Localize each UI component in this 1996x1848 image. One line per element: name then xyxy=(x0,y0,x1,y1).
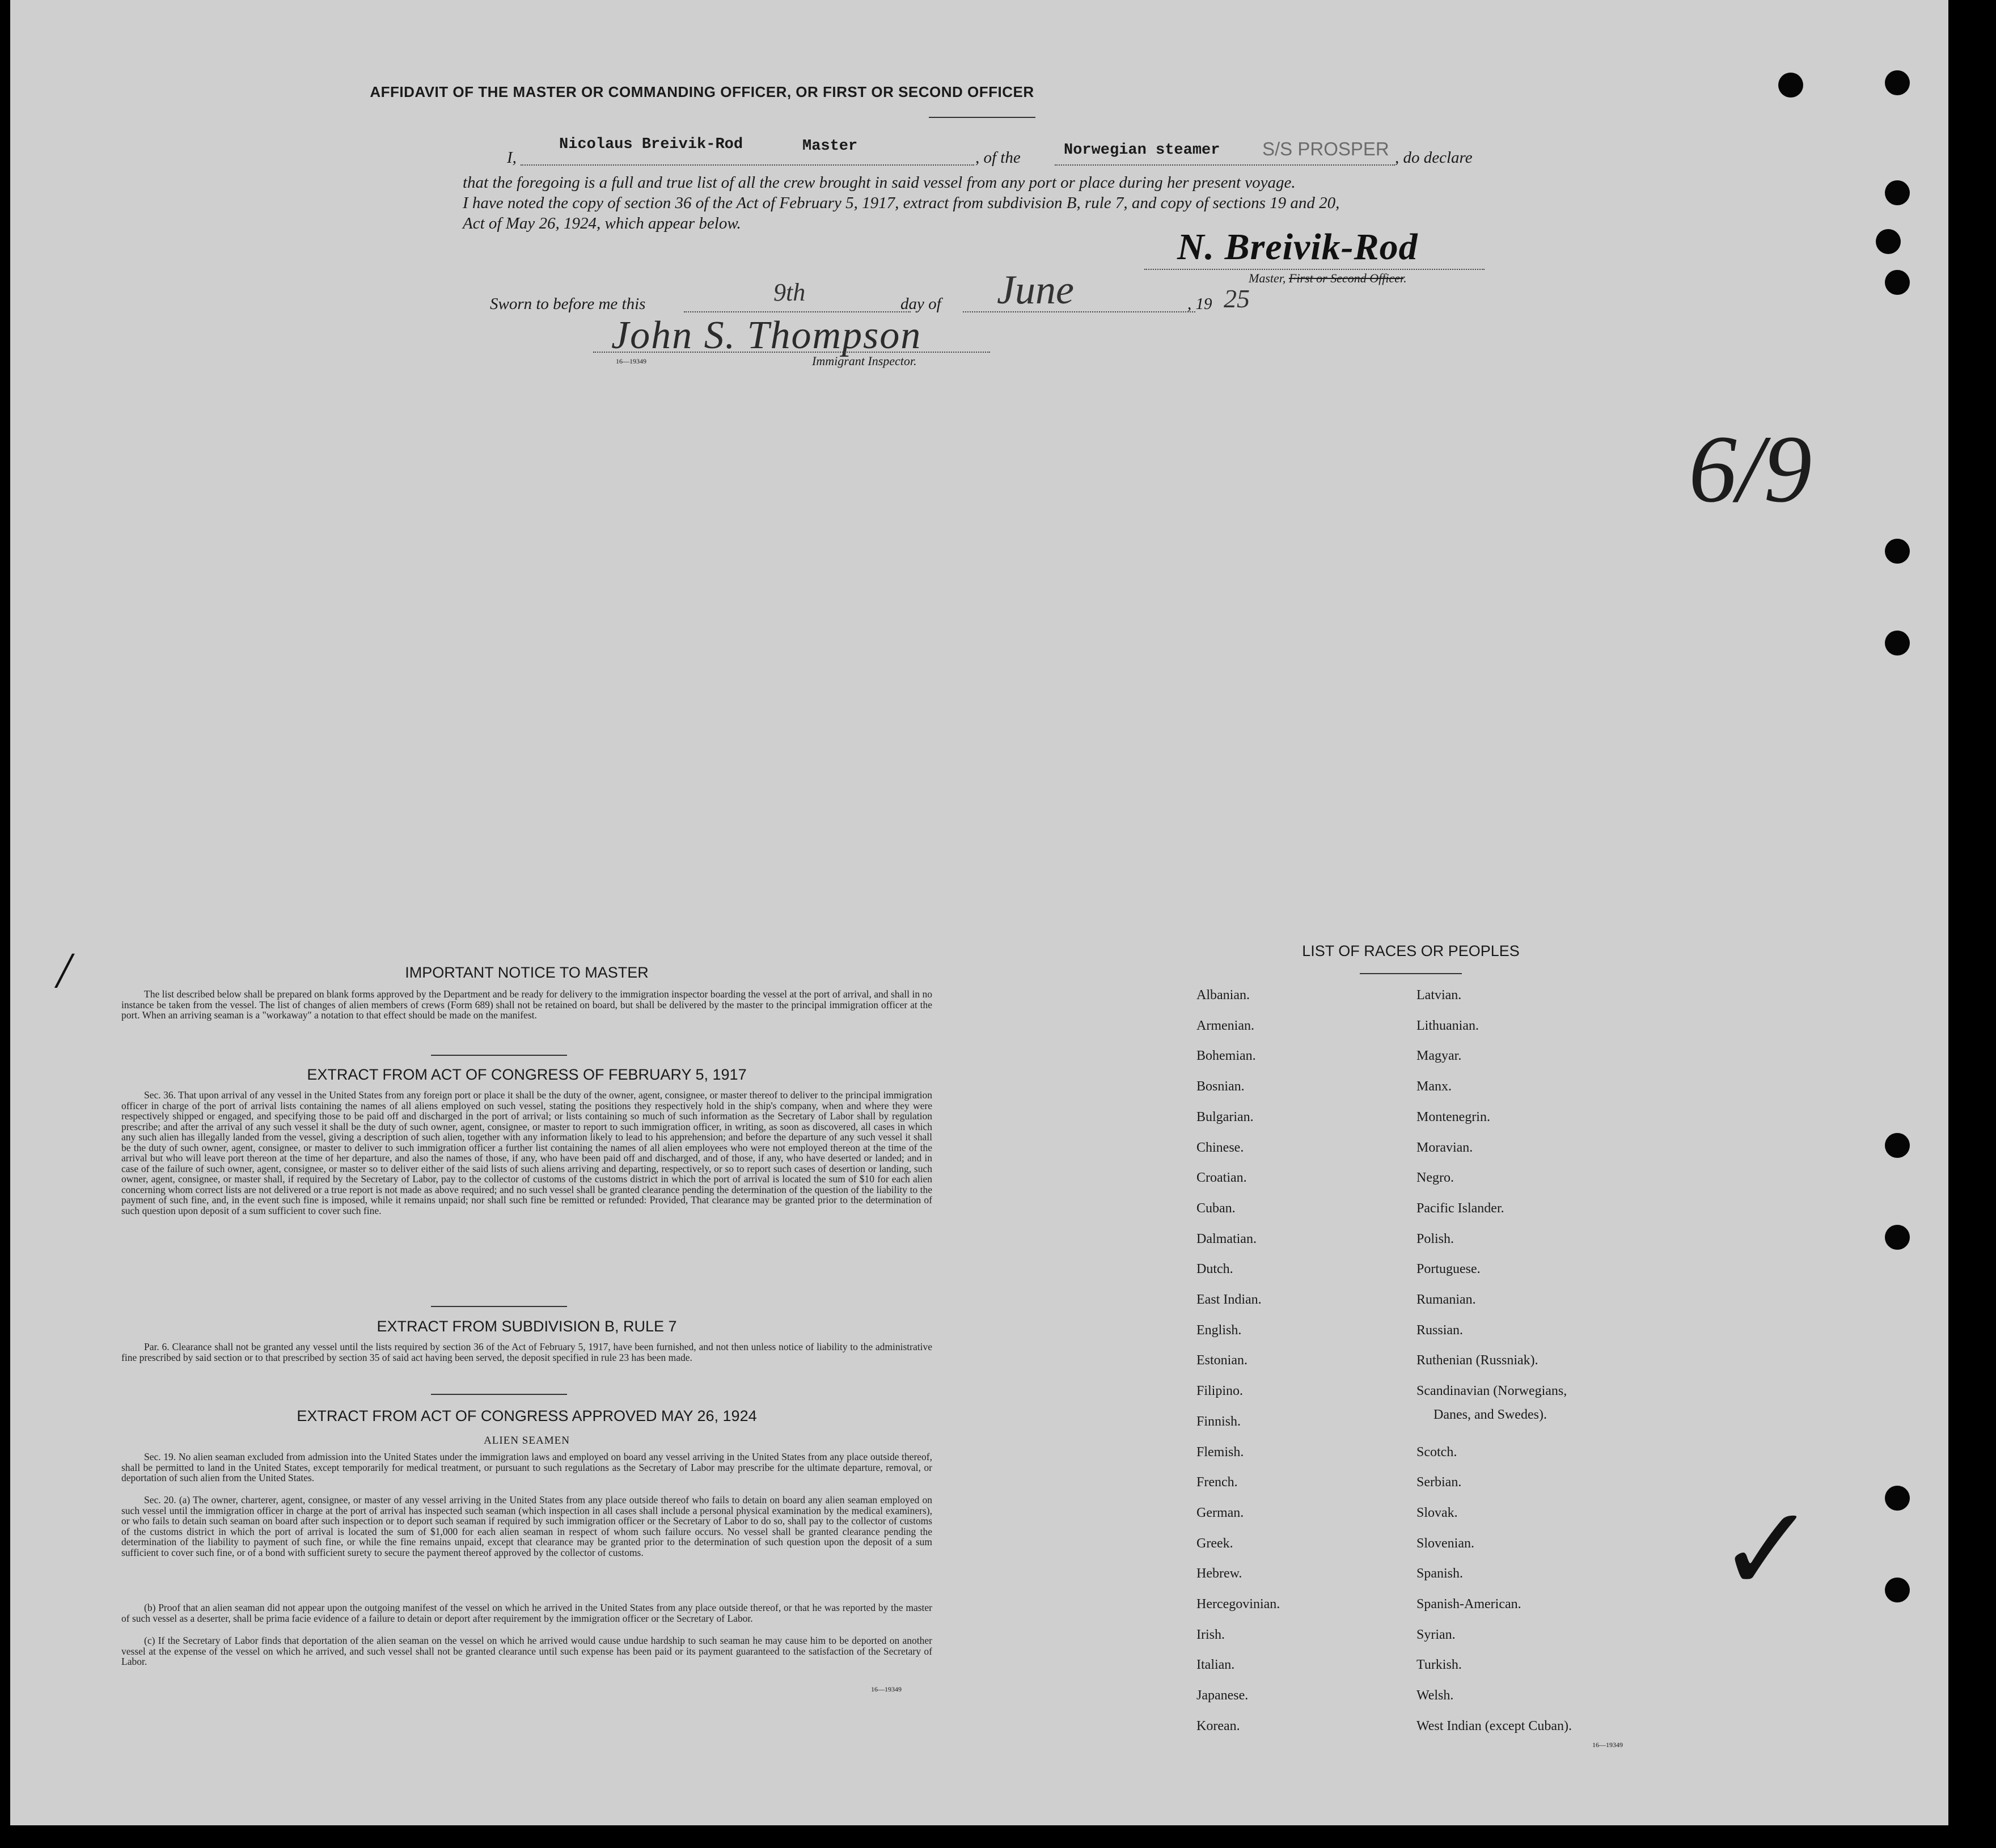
race-right-item: Portuguese. xyxy=(1416,1262,1481,1277)
extract-rule7-body: Par. 6. Clearance shall not be granted any vessel until the lists required by section 36 of the Act of February 5, 1917, have been furnished, and not then unless notice of liability to the administrative fine prescribed by said section or to that prescribed by section 35 of said act having been served, the deposit specified in rule 23 has been made. xyxy=(121,1341,932,1363)
sworn-day: 9th xyxy=(773,278,806,306)
races-divider xyxy=(1360,973,1462,974)
race-right-item: Lithuanian. xyxy=(1416,1018,1479,1033)
extract-1917-title: EXTRACT FROM ACT OF CONGRESS OF FEBRUARY 5, 1917 xyxy=(307,1066,747,1083)
race-right-item: Scandinavian (Norwegians, xyxy=(1416,1384,1567,1399)
race-right-item: Ruthenian (Russniak). xyxy=(1416,1353,1538,1368)
race-left-item: German. xyxy=(1196,1505,1244,1520)
extract-rule7-divider xyxy=(431,1394,567,1395)
caption-struck: First or Second Officer xyxy=(1288,271,1404,285)
notice-title: IMPORTANT NOTICE TO MASTER xyxy=(405,964,649,981)
alien-seamen-subtitle: ALIEN SEAMEN xyxy=(484,1435,570,1447)
signature-line xyxy=(1144,269,1485,270)
extract-1924-title: EXTRACT FROM ACT OF CONGRESS APPROVED MAY 26, 1924 xyxy=(297,1407,757,1424)
race-left-item: Filipino. xyxy=(1196,1384,1244,1399)
race-left-item: Flemish. xyxy=(1196,1444,1244,1460)
extract-1924-sec20c: (c) If the Secretary of Labor finds that deportation of the alien seaman on the vessel on which he arrived would cause undue hardship to such seaman he may cause him to be deported on another vessel at the expense of the vessel on which he arrived, and such vessel shall not be granted clearance until such expense has been paid or its payment guaranteed to the satisfaction of the Secretary of Labor. xyxy=(121,1635,932,1667)
race-left-item: Korean. xyxy=(1196,1718,1240,1733)
declaration-line-4: Act of May 26, 1924, which appear below. xyxy=(463,214,741,232)
punch-hole xyxy=(1885,1133,1910,1158)
punch-hole xyxy=(1778,73,1803,98)
race-left-item: Dutch. xyxy=(1196,1262,1233,1277)
race-left-item: Bulgarian. xyxy=(1196,1109,1254,1124)
lower-form-number: 16—19349 xyxy=(871,1685,902,1693)
master-rank: Master xyxy=(802,138,858,155)
punch-hole xyxy=(1885,70,1910,95)
race-left-item: Finnish. xyxy=(1196,1414,1241,1429)
race-left-item: Greek. xyxy=(1196,1536,1233,1551)
race-left-item: Armenian. xyxy=(1196,1018,1254,1033)
race-right-item: Moravian. xyxy=(1416,1140,1473,1155)
race-left-item: Estonian. xyxy=(1196,1353,1248,1368)
race-left-item: Hercegovinian. xyxy=(1196,1597,1280,1612)
page-number-annotation: 6/9 xyxy=(1689,416,1812,522)
race-right-item: Slovenian. xyxy=(1416,1536,1474,1551)
races-title: LIST OF RACES OR PEOPLES xyxy=(1302,942,1520,959)
race-left-item: Dalmatian. xyxy=(1196,1231,1257,1246)
upper-form-number: 16—19349 xyxy=(616,357,646,365)
race-right-item: Spanish-American. xyxy=(1416,1597,1521,1612)
declaration-line-3: I have noted the copy of section 36 of the Act of February 5, 1917, extract from subdivision B, rule 7, and copy of sections 19 and 20, xyxy=(463,194,1340,212)
race-left-item: Croatian. xyxy=(1196,1170,1247,1186)
signature-caption xyxy=(1249,271,1407,286)
sworn-month: June xyxy=(997,267,1074,312)
left-margin-mark: / xyxy=(57,942,71,999)
race-right-item: Russian. xyxy=(1416,1322,1464,1338)
punch-hole xyxy=(1876,229,1901,254)
race-left-item: Bosnian. xyxy=(1196,1079,1245,1094)
race-left-item: East Indian. xyxy=(1196,1292,1262,1307)
race-right-item: Welsh. xyxy=(1416,1688,1454,1703)
race-right-item: Turkish. xyxy=(1416,1657,1462,1673)
race-right-item: West Indian (except Cuban). xyxy=(1416,1718,1572,1733)
race-left-item: Irish. xyxy=(1196,1627,1225,1642)
race-left-item: Italian. xyxy=(1196,1657,1235,1673)
punch-hole xyxy=(1885,1486,1910,1511)
race-left-item: Hebrew. xyxy=(1196,1566,1242,1581)
check-mark-annotation: ✓ xyxy=(1717,1485,1817,1617)
sworn-day-blank xyxy=(684,311,911,312)
vessel-blank xyxy=(1055,164,1395,166)
race-left-item: Albanian. xyxy=(1196,988,1250,1003)
sworn-label: Sworn to before me this xyxy=(490,295,646,313)
race-right-item: Rumanian. xyxy=(1416,1292,1476,1307)
inspector-caption: Immigrant Inspector. xyxy=(812,354,917,368)
race-left-item: Japanese. xyxy=(1196,1688,1249,1703)
extract-1924-sec19: Sec. 19. No alien seaman excluded from admission into the United States under the immigration laws and employed on board any vessel arriving in the United States from any place outside thereof, shall be permitted to land in the United States, except temporarily for medical treatment, or pursuant to such regulations as the Secretary of Labor may prescribe for the ultimate departure, removal, or deportation of such alien from the United States. xyxy=(121,1451,932,1483)
race-right-item: Latvian. xyxy=(1416,988,1462,1003)
notice-body: The list described below shall be prepared on blank forms approved by the Department and be ready for delivery to the immigration inspector boarding the vessel at the port of arrival, and shall in no instance be taken from the vessel. The list of changes of alien members of crews (Form 689) shall not be retained on board, but shall be delivered by the master to the principal immigration officer at the port. When an arriving seaman is a "workaway" a notation to that effect should be made on the manifest. xyxy=(121,988,932,1021)
notice-divider xyxy=(431,1055,567,1056)
vessel-type: Norwegian steamer xyxy=(1064,142,1220,159)
inspector-signature-line xyxy=(593,352,990,353)
caption-master: Master, xyxy=(1249,271,1286,285)
form-sheet xyxy=(10,0,1948,1825)
race-right-item: Polish. xyxy=(1416,1231,1454,1246)
race-left-item: English. xyxy=(1196,1322,1242,1338)
inspector-signature: John S. Thompson xyxy=(611,314,922,357)
race-right-item: Manx. xyxy=(1416,1079,1452,1094)
race-right-item: Scotch. xyxy=(1416,1444,1457,1460)
punch-hole xyxy=(1885,1225,1910,1250)
extract-rule7-title: EXTRACT FROM SUBDIVISION B, RULE 7 xyxy=(377,1318,677,1335)
title-divider xyxy=(929,117,1035,118)
caption-suffix: . xyxy=(1403,271,1407,285)
race-left-item: Chinese. xyxy=(1196,1140,1244,1155)
races-form-number: 16—19349 xyxy=(1592,1741,1623,1749)
master-signature: N. Breivik-Rod xyxy=(1177,226,1418,268)
of-the-label: , of the xyxy=(975,149,1021,167)
day-of-label: day of xyxy=(900,295,941,313)
do-declare-label: , do declare xyxy=(1395,149,1473,167)
name-blank xyxy=(521,164,974,166)
year-prefix: , 19 xyxy=(1187,295,1212,313)
race-right-item: Negro. xyxy=(1416,1170,1454,1186)
race-right-item: Montenegrin. xyxy=(1416,1109,1490,1124)
extract-1917-body: Sec. 36. That upon arrival of any vessel in the United States from any foreign port or place it shall be the duty of the owner, agent, consignee, or master thereof to deliver to the principal immigration officer in charge of the port of arrival lists containing the names of all aliens employed on such vessel, stating the positions they respectively hold in the ship's company, when and where they were respectively shipped or engaged, and specifying those to be paid off and discharged in the port of arrival; or lists containing so much of such information as the Secretary of Labor shall by regulation prescribe; and after the arrival of any such vessel it shall be the duty of such owner, agent, consignee, or master to report to such immigration officer, in writing, as soon as discovered, all cases in which any such alien has illegally landed from the vessel, giving a description of such alien, together with any information likely to lead to his apprehension; and before the departure of any such vessel it shall be the duty of such owner, agent, consignee, or master to deliver to such immigration officer a further list containing the names of all alien employees who were not employed thereon at the time of the arrival but who will leave port thereon at the time of her departure, and also the names of those, if any, who have been paid off and discharged, and of those, if any, who have deserted or landed; and in case of the failure of such owner, agent, consignee, or master so to deliver either of the said lists of such aliens arriving and departing, respectively, or so to report such cases of desertion or landing, such owner, agent, consignee, or master shall, if required by the Secretary of Labor, pay to the collector of customs of the customs district in which the port of arrival is located the sum of $10 for each alien concerning whom correct lists are not delivered or a true report is not made as above required; and no such vessel shall be granted clearance pending the determination of the question of the liability to the payment of such fine, and, in the event such fine is imposed, while it remains unpaid; nor shall such fine be remitted or refunded: Provided, That clearance may be granted prior to the determination of such question upon deposit of a sum sufficient to cover such fine. xyxy=(121,1089,932,1216)
master-name: Nicolaus Breivik-Rod xyxy=(559,136,743,153)
punch-hole xyxy=(1885,1578,1910,1602)
race-left-item: Bohemian. xyxy=(1196,1048,1256,1064)
affidavit-title: AFFIDAVIT OF THE MASTER OR COMMANDING OFFICER, OR FIRST OR SECOND OFFICER xyxy=(370,83,1034,100)
punch-hole xyxy=(1885,631,1910,656)
punch-hole xyxy=(1885,180,1910,205)
race-right-item: Slovak. xyxy=(1416,1505,1458,1520)
race-right-item: Serbian. xyxy=(1416,1475,1462,1490)
race-right-item: Magyar. xyxy=(1416,1048,1462,1064)
extract-1924-sec20b: (b) Proof that an alien seaman did not appear upon the outgoing manifest of the vessel on which he arrived in the United States from any place outside thereof, or that he was reported by the master of such vessel as a deserter, shall be prima facie evidence of a failure to detain or deport after requirement by the immigration officer or the Secretary of Labor. xyxy=(121,1602,932,1624)
race-right-item: Syrian. xyxy=(1416,1627,1456,1642)
sworn-year: 25 xyxy=(1224,284,1250,313)
extract-1924-sec20a: Sec. 20. (a) The owner, charterer, agent, consignee, or master of any vessel arriving in the United States from any place outside thereof who fails to detain on board any alien seaman employed on such vessel until the immigration officer in charge at the port of arrival has inspected such seaman (which inspection in all cases shall include a personal physical examination by the medical examiners), or who fails to detain such seaman on board after such inspection or to deport such seaman if required by such immigration officer or the Secretary of Labor to do so, shall pay to the collector of customs of the customs district in which the port of arrival is located the sum of $1,000 for each alien seaman in respect of whom such failure occurs. No vessel shall be granted clearance pending the determination of the liability to payment of such fine, or while the fine remains unpaid, except that clearance may be granted prior to the determination of such question upon the deposit of a sum sufficient to cover such fine, or of a bond with sufficient surety to secure the payment thereof approved by the collector of customs. xyxy=(121,1494,932,1558)
punch-hole xyxy=(1885,270,1910,295)
race-right-item: Spanish. xyxy=(1416,1566,1464,1581)
race-right-item: Pacific Islander. xyxy=(1416,1200,1504,1216)
race-scandinavian-continued: Danes, and Swedes). xyxy=(1433,1407,1547,1422)
declaration-pronoun: I, xyxy=(507,149,517,167)
extract-1917-divider xyxy=(431,1306,567,1307)
punch-hole xyxy=(1885,539,1910,564)
declaration-line-2: that the foregoing is a full and true list of all the crew brought in said vessel from any port or place during her present voyage. xyxy=(463,174,1296,192)
vessel-name-stamp: S/S PROSPER xyxy=(1262,138,1389,159)
race-left-item: Cuban. xyxy=(1196,1200,1236,1216)
race-left-item: French. xyxy=(1196,1475,1238,1490)
